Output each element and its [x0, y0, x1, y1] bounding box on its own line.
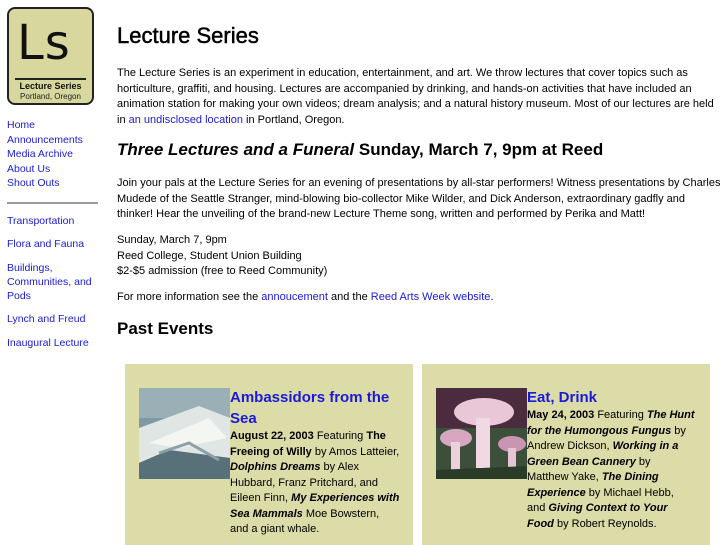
reed-arts-week-link[interactable]: Reed Arts Week website [370, 291, 491, 303]
presenter-text: by Matthew Yake, [527, 455, 651, 483]
nav-buildings-communities-pods[interactable]: Buildings, Communities, and Pods [7, 261, 92, 302]
nav-announcements[interactable]: Announcements [7, 133, 83, 146]
event-date: Sunday, March 7, 9pm at Reed [354, 140, 604, 159]
past-event-card [422, 364, 710, 545]
event-summary [527, 408, 695, 532]
event-date: May 24, 2003 [527, 409, 595, 421]
more-info-text: For more information see the [117, 291, 262, 303]
presenter-text: by Michael Hebb, and [527, 486, 674, 514]
event-title-link[interactable] [527, 387, 697, 408]
event-detail-place: Reed College, Student Union Building [117, 249, 302, 262]
nav-home[interactable]: Home [7, 119, 36, 131]
nav-lynch-and-freud[interactable]: Lynch and Freud [7, 313, 86, 326]
logo-name: Lecture Series [19, 81, 82, 91]
lecture-title: Giving Context to Your Food [527, 502, 668, 530]
lecture-title: My Experiences with Sea Mammals [230, 492, 400, 520]
event-date: August 22, 2003 [230, 430, 314, 442]
lecture-title: The Freeing of Willy [230, 430, 386, 458]
more-info-end: . [490, 291, 494, 303]
nav-about-us[interactable]: About Us [7, 162, 51, 175]
lecture-title: Working in a Green Bean Cannery [527, 440, 679, 468]
featuring-text: Featuring [313, 430, 367, 442]
event-title-link[interactable] [230, 387, 400, 429]
event-detail-price: $2-$5 admission (free to Reed Community) [117, 265, 328, 277]
past-events-heading: Past Events [117, 319, 214, 338]
nav-transportation[interactable]: Transportation [7, 214, 75, 227]
presenter-text: by Robert Reynolds. [553, 517, 657, 530]
undisclosed-location-link[interactable]: an undisclosed location [128, 113, 243, 126]
intro-text: The Lecture Series is an experiment in education, entertainment, and art. We throw lectures that cover topics such as horticulture, graffiti, and housing. Lectures are accompanied by drinking, and hands-on activities that have included an animation station for making your own videos; dream analysis; and a natural history museum. Most of our lectures are held in [117, 67, 714, 126]
logo-mark: Ls [17, 15, 71, 71]
intro-text-end: in Portland, Oregon. [242, 113, 345, 126]
featuring-text: Featuring [594, 409, 647, 421]
event-description: Join your pals at the Lecture Series for an evening of presentations by all-star performers! Witness presentations by Charles Mudede of the Seattle Stranger, mind-blowing bio-collector Mike Wilder, and Dick Anderson, extraordinary gadfly and thinker! Hear the unveiling of the brand-new Lecture Theme song, written and performed by Perika and Matt! [117, 177, 721, 220]
ambassadors-link[interactable]: Ambassidors from the Sea [230, 389, 390, 427]
logo-divider [15, 78, 86, 80]
nav-flora-and-fauna[interactable]: Flora and Fauna [7, 238, 85, 251]
eat-drink-link[interactable]: Eat, Drink [527, 389, 598, 406]
sidebar-lecture-links [7, 214, 99, 350]
lecture-title: The Hunt for the Humongous Fungus [527, 409, 695, 437]
intro-paragraph [117, 66, 721, 128]
event-summary [230, 429, 400, 538]
presenter-text: by Alex Hubbard, Franz Pritchard, and Eileen Finn, [230, 461, 378, 504]
presenter-text: Moe Bowstern, and a giant whale. [230, 507, 380, 535]
lecture-title: Dolphins Dreams [230, 461, 321, 473]
mushroom-painting[interactable] [436, 388, 527, 479]
nav-media-archive[interactable]: Media Archive [7, 148, 73, 161]
logo-place: Portland, Oregon [20, 92, 81, 101]
page-title: Lecture Series [117, 23, 259, 48]
sidebar-nav [7, 118, 99, 359]
nav-shout-outs[interactable]: Shout Outs [7, 177, 60, 190]
event-detail-time: Sunday, March 7, 9pm [117, 234, 227, 246]
nav-inaugural-lecture[interactable]: Inaugural Lecture [7, 336, 89, 349]
sidebar-divider [7, 202, 98, 204]
event-title: Three Lectures and a Funeral [117, 140, 355, 159]
whale-photo[interactable] [139, 388, 230, 479]
more-info-mid: and the [327, 291, 371, 303]
site-logo[interactable] [7, 7, 94, 105]
event-heading [117, 140, 603, 160]
announcement-link[interactable]: annoucement [261, 291, 328, 303]
past-event-card [125, 364, 413, 545]
more-info [117, 290, 721, 306]
presenter-text: by Amos Latteier, [311, 445, 400, 458]
event-details [117, 233, 721, 280]
presenter-text: by Andrew Dickson, [527, 424, 686, 452]
lecture-title: The Dining Experience [527, 471, 659, 499]
